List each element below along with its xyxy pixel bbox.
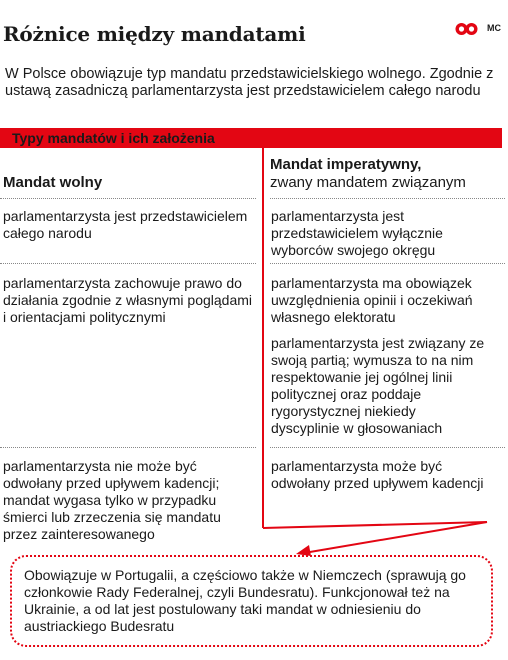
column-header-imperative-sub: zwany mandatem związanym [270, 174, 466, 191]
author-credit: MC [487, 23, 501, 33]
column-header-free-mandate: Mandat wolny [3, 174, 103, 191]
table-cell-imperative-2b: parlamentarzysta jest związany ze swoją partią; wymusza to na nim respektowanie jej ogólnej linii politycznej oraz poddaje rygorystycznej niekiedy dyscyplinie w głosowaniach [271, 335, 485, 436]
table-cell-imperative-2a: parlamentarzysta ma obowiązek uwzględnienia opinii i oczekiwań własnego elektoratu [271, 275, 473, 325]
table-cell-imperative-3: parlamentarzysta może być odwołany przed upływem kadencji [271, 458, 484, 491]
lead-paragraph: W Polsce obowiązuje typ mandatu przedstawicielskiego wolnego. Zgodnie z ustawą zasadniczą parlamentarzysta jest przedstawicielem całego narodu [5, 66, 494, 99]
page-title: Różnice między mandatami [3, 22, 306, 46]
table-cell-free-1: parlamentarzysta jest przedstawicielem całego narodu [3, 208, 248, 241]
table-cell-free-2: parlamentarzysta zachowuje prawo do działania zgodnie z własnymi poglądami i orientacjami politycznymi [3, 275, 253, 325]
table-cell-imperative-1: parlamentarzysta jest przedstawicielem wyłącznie wyborców swojego okręgu [271, 208, 443, 258]
table-cell-free-3: parlamentarzysta nie może być odwołany przed upływem kadencji; mandat wygasa tylko w przypadku śmierci lub zrzeczenia się mandatu przez zainteresowanego [3, 458, 221, 542]
table-heading: Typy mandatów i ich założenia [12, 130, 215, 146]
callout-text: Obowiązuje w Portugalii, a częściowo także w Niemczech (sprawują go członkowie Rady Federalnej, czyli Bundesratu). Funkcjonował też na Ukrainie, a od lat jest postulowany taki mandat w odniesieniu do austriackiego Budesratu [24, 567, 466, 634]
column-header-imperative-bold: Mandat imperatywny, [270, 156, 422, 173]
